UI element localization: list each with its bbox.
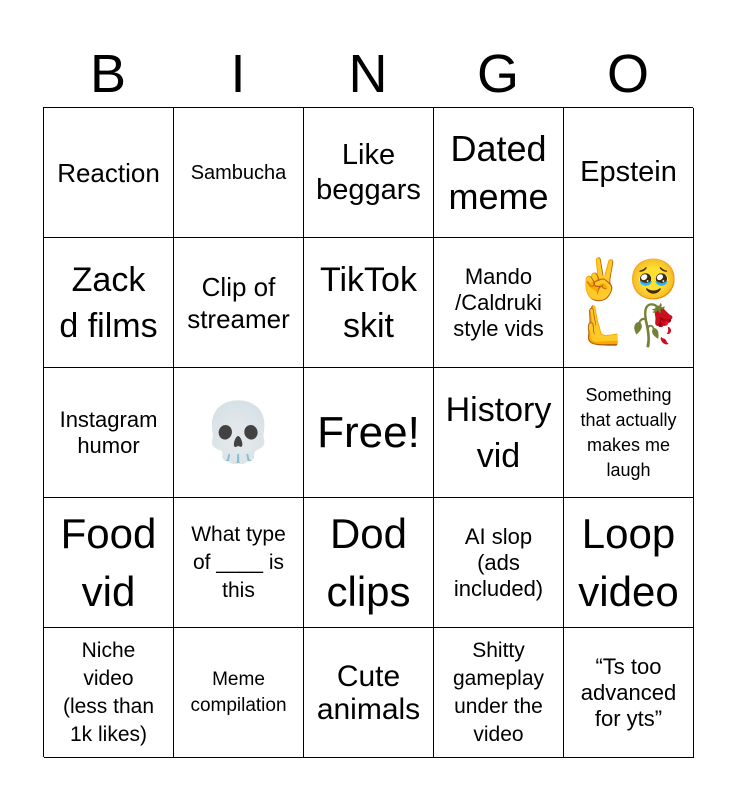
bingo-header bbox=[43, 40, 693, 108]
bingo-cell-20[interactable] bbox=[564, 498, 694, 628]
cell-text: Dated meme bbox=[448, 127, 549, 217]
cell-text: Food vid bbox=[60, 509, 157, 615]
bingo-cell-11[interactable] bbox=[44, 368, 174, 498]
cell-text: Reaction bbox=[57, 157, 160, 188]
cell-text: Epstein bbox=[580, 156, 677, 188]
bingo-cell-18[interactable] bbox=[304, 498, 434, 628]
bingo-cell-17[interactable] bbox=[174, 498, 304, 628]
emoji-cluster-icon: ✌️🥹 🫷🥀 bbox=[574, 257, 683, 348]
bingo-cell-15[interactable] bbox=[564, 368, 694, 498]
cell-text: Meme compilation bbox=[190, 668, 287, 716]
free-space: Free! bbox=[317, 407, 420, 457]
bingo-cell-16[interactable] bbox=[44, 498, 174, 628]
header-letter-b: B bbox=[89, 44, 127, 104]
bingo-cell-3[interactable] bbox=[304, 108, 434, 238]
bingo-cell-5[interactable] bbox=[564, 108, 694, 238]
bingo-cell-12[interactable] bbox=[174, 368, 304, 498]
bingo-cell-9[interactable] bbox=[434, 238, 564, 368]
cell-text: Mando /Caldruki style vids bbox=[453, 263, 544, 341]
cell-text: Something that actually makes me laugh bbox=[580, 384, 677, 480]
cell-text: Loop video bbox=[578, 509, 679, 615]
bingo-cell-14[interactable] bbox=[434, 368, 564, 498]
bingo-cell-4[interactable] bbox=[434, 108, 564, 238]
bingo-cell-22[interactable] bbox=[174, 628, 304, 758]
header-letter-i: I bbox=[230, 44, 246, 104]
bingo-cell-7[interactable] bbox=[174, 238, 304, 368]
cell-text: History vid bbox=[445, 390, 552, 475]
skull-icon: 💀 bbox=[202, 399, 275, 465]
bingo-cell-21[interactable] bbox=[44, 628, 174, 758]
bingo-cell-10[interactable] bbox=[564, 238, 694, 368]
cell-text: Like beggars bbox=[316, 138, 421, 206]
cell-text: AI slop (ads included) bbox=[453, 523, 544, 601]
cell-text: Shitty gameplay under the video bbox=[452, 638, 545, 746]
header-letter-o: O bbox=[606, 44, 649, 104]
cell-text: Zack d films bbox=[59, 260, 158, 345]
header-letter-n: N bbox=[348, 44, 388, 104]
cell-text: What type of ____ is this bbox=[191, 522, 286, 602]
bingo-cell-24[interactable] bbox=[434, 628, 564, 758]
cell-text: TikTok skit bbox=[320, 260, 417, 345]
bingo-cell-25[interactable] bbox=[564, 628, 694, 758]
cell-text: “Ts too advanced for yts” bbox=[580, 653, 677, 731]
cell-text: Clip of streamer bbox=[187, 271, 290, 334]
cell-text: Cute animals bbox=[316, 659, 421, 726]
cell-text: Niche video (less than 1k likes) bbox=[62, 638, 155, 746]
bingo-cell-1[interactable] bbox=[44, 108, 174, 238]
bingo-grid bbox=[43, 107, 693, 757]
cell-text: Dod clips bbox=[326, 509, 411, 615]
bingo-cell-6[interactable] bbox=[44, 238, 174, 368]
bingo-cell-2[interactable] bbox=[174, 108, 304, 238]
bingo-cell-19[interactable] bbox=[434, 498, 564, 628]
bingo-cell-8[interactable] bbox=[304, 238, 434, 368]
bingo-cell-23[interactable] bbox=[304, 628, 434, 758]
header-letter-g: G bbox=[476, 44, 519, 104]
cell-text: Instagram humor bbox=[59, 406, 158, 458]
bingo-cell-13[interactable] bbox=[304, 368, 434, 498]
cell-text: Sambucha bbox=[190, 161, 287, 184]
